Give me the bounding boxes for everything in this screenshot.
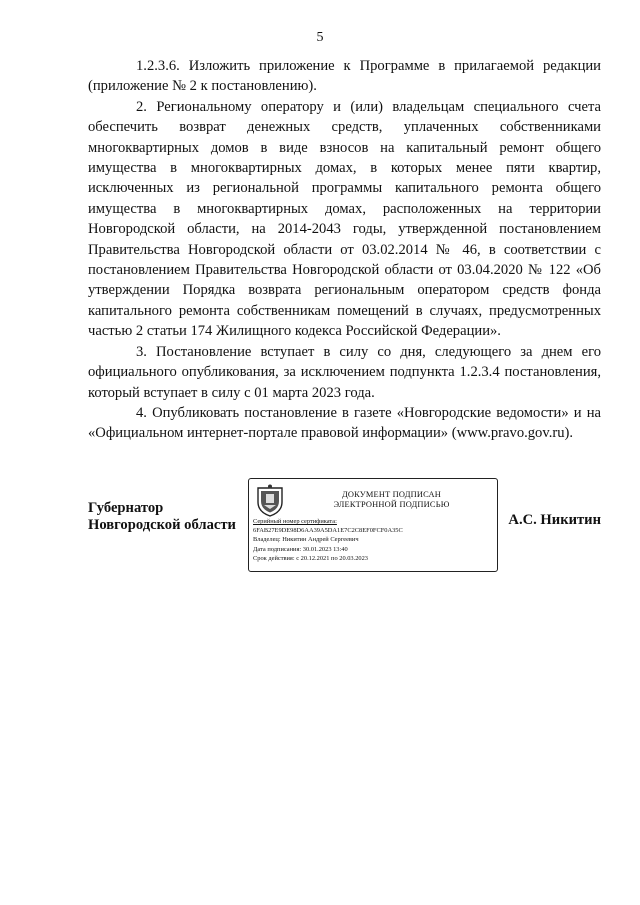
coat-of-arms-icon — [255, 484, 285, 518]
stamp-title-line1: ДОКУМЕНТ ПОДПИСАН — [341, 490, 442, 499]
stamp-serial-label: Серийный номер сертификата: — [253, 518, 337, 525]
signer-name: А.С. Никитин — [508, 512, 601, 528]
page-number: 5 — [316, 30, 324, 45]
stamp-title-line2: ЭЛЕКТРОННОЙ ПОДПИСЬЮ — [333, 500, 450, 509]
signer-position-line2: Новгородской области — [88, 517, 236, 533]
signature-block — [88, 478, 601, 578]
paragraph-2: 2. Региональному оператору и (или) владельцам специального счета обеспечить возврат денежных средств, уплаченных собственниками многоквартирных домов в виде взносов на капитальный ремонт общего имущества в многоквартирных домах, в которых менее пяти квартир, исключенных из региональной программы капитального ремонта общего имущества в многоквартирных домах, расположенных на территории Новгородской области, на 2014-2043 годы, утвержденной постановлением Правительства Новгородской области от 03.02.2014 № 46, в соответствии с постановлением Правительства Новгородской области от 03.04.2020 № 122 «Об утверждении Порядка возврата региональным оператором средств фонда капитального ремонта собственникам помещений в случаях, предусмотренных частью 2 статьи 174 Жилищного кодекса Российской Федерации». — [88, 98, 601, 340]
paragraph-4: 4. Опубликовать постановление в газете «Новгородские ведомости» и на «Официальном интернет-портале правовой информации» (www.pravo.gov.ru). — [88, 404, 601, 442]
paragraph-1-2-3-6: 1.2.3.6. Изложить приложение к Программе в прилагаемой редакции (приложение № 2 к постановлению). — [88, 58, 601, 95]
stamp-validity: Срок действия: с 20.12.2021 по 20.03.2023 — [253, 554, 369, 562]
stamp-title — [289, 490, 494, 510]
document-body — [88, 56, 601, 444]
paragraph-3: 3. Постановление вступает в силу со дня, следующего за днем его официального опубликования, за исключением подпункта 1.2.3.4 постановления, который вступает в силу с 01 марта 2023 года. — [88, 343, 601, 401]
stamp-owner: Владелец: Никитин Андрей Сергеевич — [253, 536, 359, 544]
signer-position — [88, 500, 236, 534]
stamp-sign-date: Дата подписания: 30.01.2023 13:40 — [253, 545, 348, 553]
stamp-details — [253, 517, 493, 563]
stamp-serial-value: 6FAB27E9DE98D6AA39A5DA1E7C2C8EF0FCF0A35C — [253, 527, 403, 535]
electronic-signature-stamp — [248, 478, 498, 572]
signer-position-line1: Губернатор — [88, 500, 164, 516]
